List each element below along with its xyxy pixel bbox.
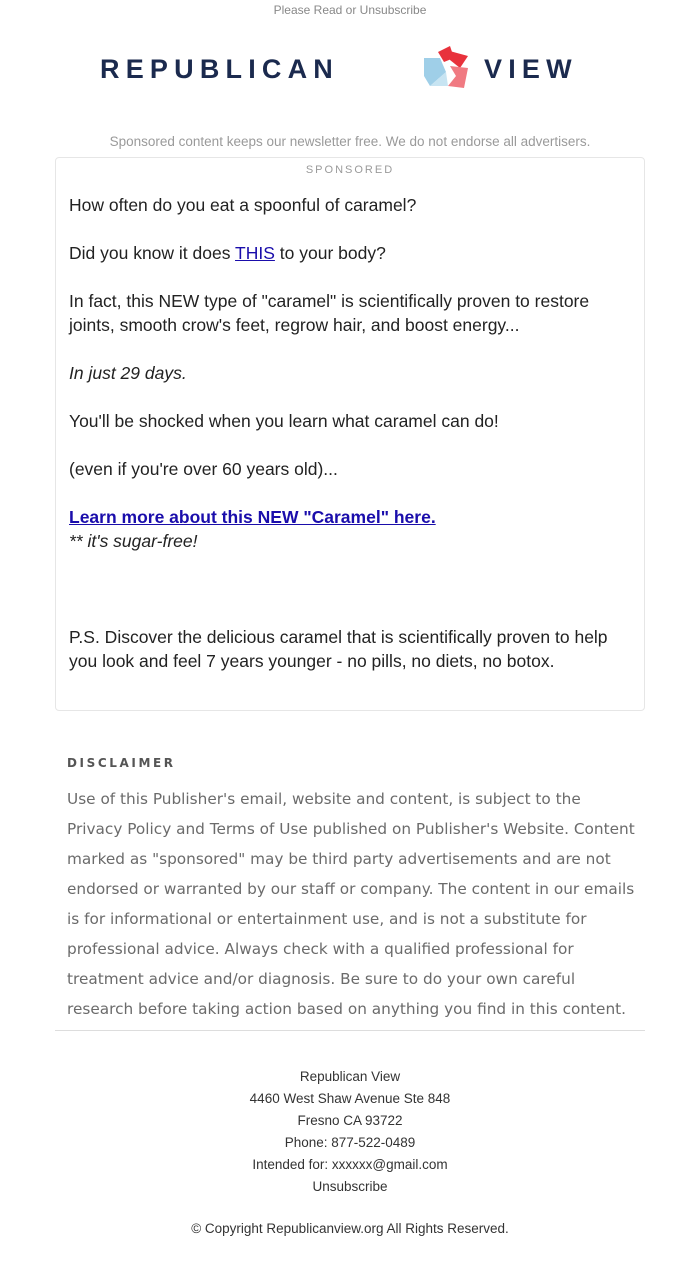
ad-line-days: In just 29 days.	[69, 363, 187, 383]
ad-line-question: How often do you eat a spoonful of caramel?	[69, 195, 417, 215]
brand-name-left: REPUBLICAN	[100, 54, 340, 84]
unsubscribe-link[interactable]: Unsubscribe	[312, 1179, 388, 1194]
ad-body	[69, 193, 635, 673]
ad-line-this-post: to your body?	[274, 243, 386, 263]
sponsored-card	[55, 157, 645, 711]
ad-ps: P.S. Discover the delicious caramel that is scientifically proven to help you look and feel 7 years younger - no pills, no diets, no botox.	[69, 627, 608, 671]
sponsored-label: SPONSORED	[305, 164, 395, 176]
brand-name-right: VIEW	[484, 54, 578, 84]
this-link[interactable]: THIS	[235, 243, 275, 263]
footer-intended: Intended for: xxxxxx@gmail.com	[252, 1157, 448, 1172]
footer-address2: Fresno CA 93722	[297, 1113, 403, 1128]
disclaimer	[67, 756, 637, 1024]
ad-line-this-pre: Did you know it does	[69, 243, 236, 263]
learn-more-link[interactable]: Learn more about this NEW "Caramel" here.	[69, 507, 436, 527]
disclaimer-text: Use of this Publisher's email, website and content, is subject to the Privacy Policy and Terms of Use published on Publisher's Website. Content marked as "sponsored" may be third party advertisements and are not endorsed or warranted by our staff or company. The content in our emails is for informational or entertainment use, and is not a substitute for professional advice. Always check with a qualified professional for treatment advice and/or diagnosis. Be sure to do your own careful research before taking action based on anything you find in this content.	[67, 790, 635, 1018]
copyright: © Copyright Republicanview.org All Rights Reserved.	[191, 1221, 509, 1236]
footer-phone: Phone: 877-522-0489	[284, 1135, 416, 1150]
sugar-free-note: ** it's sugar-free!	[69, 531, 198, 551]
ad-line-claim: In fact, this NEW type of "caramel" is scientifically proven to restore joints, smooth crow's feet, regrow hair, and boost energy...	[69, 291, 590, 335]
read-or-unsubscribe-link[interactable]: Please Read or Unsubscribe	[273, 3, 427, 17]
divider	[55, 1030, 645, 1031]
ad-line-age: (even if you're over 60 years old)...	[69, 459, 338, 479]
disclaimer-title: DISCLAIMER	[67, 756, 176, 770]
star-flag-icon	[420, 46, 472, 92]
ad-line-shocked: You'll be shocked when you learn what caramel can do!	[69, 411, 499, 431]
footer-company: Republican View	[299, 1069, 401, 1084]
sponsor-note: Sponsored content keeps our newsletter free. We do not endorse all advertisers.	[109, 134, 591, 149]
footer	[0, 1066, 700, 1198]
masthead	[0, 44, 700, 92]
ad-line-this	[69, 241, 635, 265]
footer-address1: 4460 West Shaw Avenue Ste 848	[249, 1091, 451, 1106]
